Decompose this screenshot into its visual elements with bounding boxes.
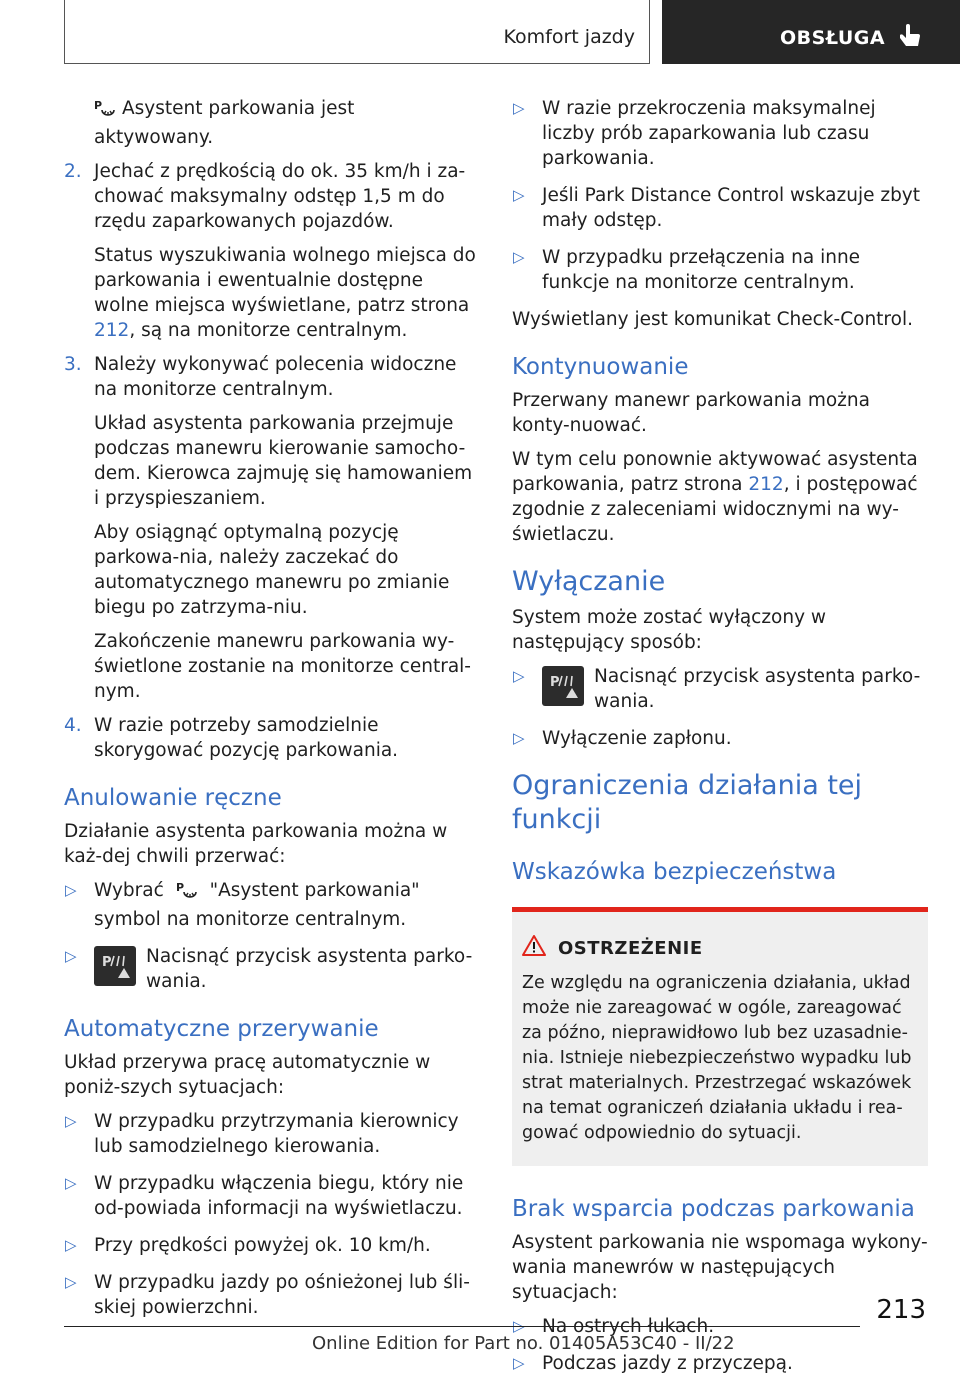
list-item-text: W przypadku jazdy po ośnieżonej lub śli-skiej powierzchni. bbox=[94, 1272, 470, 1318]
heading-continue: Kontynuowanie bbox=[512, 354, 689, 380]
bullet-triangle-icon: ▷ bbox=[513, 248, 525, 266]
list-item bbox=[64, 878, 478, 932]
warning-header bbox=[522, 934, 918, 963]
left-column bbox=[64, 96, 478, 1332]
step-3-detail-2: Aby osiągnąć optymalną pozycję parkowa-nia, należy zaczekać do automatycznego manewru po zmianie biegu po zatrzyma-niu. bbox=[94, 522, 450, 618]
status-text: Asystent parkowania jest aktywowany. bbox=[94, 98, 355, 148]
list-item-text: W przypadku włączenia biegu, który nie od-powiada informacji na wyświetlaczu. bbox=[94, 1173, 464, 1219]
list-item bbox=[512, 664, 928, 714]
continue-paragraph-1: Przerwany manewr parkowania można konty-nuować. bbox=[512, 390, 870, 436]
warning-title: OSTRZEŻENIE bbox=[558, 938, 703, 959]
header-chapter-tab bbox=[662, 0, 960, 64]
svg-text:P: P bbox=[102, 955, 112, 970]
bullet-triangle-icon: ▷ bbox=[513, 99, 525, 117]
auto-paragraph: Układ przerywa pracę automatycznie w poniż-szych sytuacjach: bbox=[64, 1052, 431, 1098]
list-item bbox=[64, 944, 478, 994]
bullet-triangle-icon: ▷ bbox=[513, 729, 525, 747]
button-row bbox=[542, 664, 928, 714]
list-item-text: Na ostrych łukach. bbox=[542, 1316, 715, 1337]
list-item-text: Nacisnąć przycisk asystenta parko-wania. bbox=[146, 946, 473, 992]
bullet-triangle-icon: ▷ bbox=[513, 1317, 525, 1335]
header-chapter-title: OBSŁUGA bbox=[780, 27, 886, 49]
header-section-title: Komfort jazdy bbox=[503, 26, 635, 48]
list-item-text: W przypadku przełączenia na inne funkcje na monitorze centralnym. bbox=[542, 247, 861, 293]
step-3-detail-3: Zakończenie manewru parkowania wy-świetlone zostanie na monitorze central-nym. bbox=[94, 631, 471, 702]
page-link[interactable]: 212 bbox=[94, 320, 130, 341]
step-2 bbox=[64, 159, 478, 234]
continue-text: W tym celu ponownie aktywować asystenta parkowania, patrz strona bbox=[512, 449, 918, 495]
list-item-text: Nacisnąć przycisk asystenta parko-wania. bbox=[594, 666, 921, 712]
list-item bbox=[512, 96, 928, 171]
list-item-text: Podczas jazdy z przyczepą. bbox=[542, 1353, 793, 1374]
list-item bbox=[512, 726, 928, 751]
parking-assistant-button-icon bbox=[94, 946, 136, 986]
heading-no-support: Brak wsparcia podczas parkowania bbox=[512, 1196, 915, 1222]
header-frame bbox=[64, 0, 650, 64]
bullet-triangle-icon: ▷ bbox=[65, 1273, 77, 1291]
step-2-detail-end: , są na monitorze centralnym. bbox=[129, 320, 408, 341]
list-item bbox=[512, 1351, 928, 1376]
heading-auto-interrupt: Automatyczne przerywanie bbox=[64, 1016, 379, 1042]
continue-paragraph-2 bbox=[512, 447, 928, 547]
step-text: Jechać z prędkością do ok. 35 km/h i za-chować maksymalny odstęp 1,5 m do rzędu zaparkowanych pojazdów. bbox=[94, 161, 466, 232]
step-number: 4. bbox=[64, 715, 82, 736]
bullet-triangle-icon: ▷ bbox=[65, 1112, 77, 1130]
step-2-detail-text: Status wyszukiwania wolnego miejsca do parkowania i ewentualnie dostępne wolne miejsca wyświetlane, patrz strona bbox=[94, 245, 476, 316]
cancel-paragraph: Działanie asystenta parkowania można w każ-dej chwili przerwać: bbox=[64, 821, 448, 867]
list-item bbox=[64, 1270, 478, 1320]
checkcontrol-paragraph: Wyświetlany jest komunikat Check-Control. bbox=[512, 309, 913, 330]
step-number: 2. bbox=[64, 161, 82, 182]
parking-assistant-icon bbox=[176, 880, 198, 907]
continue-text-end: , i postępować zgodnie z zaleceniami widocznymi na wy-świetlaczu. bbox=[512, 474, 918, 545]
warning-text: Ze względu na ograniczenia działania, układ może nie zareagować w ogóle, zareagować za późno, nieprawidłowo lub bez uzasadnie-nia. Istnieje niebezpieczeństwo wypadku lub strat materialnych. Przestrzegać wskazówek na temat ograniczeń działania układu i rea-gować odpowiednio do sytuacji. bbox=[522, 973, 912, 1143]
step-text: W razie potrzeby samodzielnie skorygować pozycję parkowania. bbox=[94, 715, 399, 761]
heading-switch-off: Wyłączanie bbox=[512, 566, 666, 597]
right-column bbox=[512, 96, 928, 1388]
list-item bbox=[64, 1171, 478, 1221]
list-item bbox=[64, 1109, 478, 1159]
list-item-text: W przypadku przytrzymania kierownicy lub samodzielnego kierowania. bbox=[94, 1111, 459, 1157]
warning-triangle-icon bbox=[522, 934, 546, 963]
step-4 bbox=[64, 713, 478, 763]
list-item-text: Wyłączenie zapłonu. bbox=[542, 728, 732, 749]
nosupport-paragraph: Asystent parkowania nie wspomaga wykony-wania manewrów w następujących sytuacjach: bbox=[512, 1232, 928, 1303]
warning-box bbox=[512, 907, 928, 1166]
svg-text:P: P bbox=[94, 99, 103, 112]
list-item-text: Jeśli Park Distance Control wskazuje zbyt mały odstęp. bbox=[542, 185, 921, 231]
footer-edition: Online Edition for Part no. 01405A53C40 - II/22 bbox=[312, 1333, 735, 1354]
bullet-triangle-icon: ▷ bbox=[65, 947, 77, 965]
list-item-text: W razie przekroczenia maksymalnej liczby prób zaparkowania lub czasu parkowania. bbox=[542, 98, 876, 169]
bullet-triangle-icon: ▷ bbox=[65, 881, 77, 899]
list-item bbox=[512, 245, 928, 295]
step-3-detail-1: Układ asystenta parkowania przejmuje podczas manewru kierowanie samocho-dem. Kierowca zajmuję się hamowaniem i przyspieszaniem. bbox=[94, 413, 473, 509]
page-number: 213 bbox=[876, 1295, 926, 1325]
page-link[interactable]: 212 bbox=[748, 474, 784, 495]
step-3 bbox=[64, 352, 478, 402]
bullet-triangle-icon: ▷ bbox=[65, 1174, 77, 1192]
status-line bbox=[64, 96, 478, 150]
heading-limitations: Ograniczenia działania tej funkcji bbox=[512, 770, 863, 835]
step-2-detail bbox=[64, 243, 478, 343]
svg-text:P: P bbox=[550, 675, 560, 690]
parking-assistant-button-icon bbox=[542, 666, 584, 706]
list-item bbox=[64, 1233, 478, 1258]
hand-pointer-icon bbox=[900, 24, 922, 54]
bullet-triangle-icon: ▷ bbox=[513, 667, 525, 685]
off-paragraph: System może zostać wyłączony w następujący sposób: bbox=[512, 607, 827, 653]
step-text: Należy wykonywać polecenia widoczne na monitorze centralnym. bbox=[94, 354, 457, 400]
bullet-triangle-icon: ▷ bbox=[513, 186, 525, 204]
heading-manual-cancel: Anulowanie ręczne bbox=[64, 785, 282, 811]
parking-assistant-icon bbox=[94, 98, 116, 125]
footer-divider bbox=[64, 1326, 860, 1327]
list-item-text: "Asystent parkowania" symbol na monitorze centralnym. bbox=[94, 880, 420, 930]
heading-safety-note: Wskazówka bezpieczeństwa bbox=[512, 859, 837, 885]
bullet-triangle-icon: ▷ bbox=[513, 1354, 525, 1372]
list-item-text: Przy prędkości powyżej ok. 10 km/h. bbox=[94, 1235, 431, 1256]
button-row bbox=[94, 944, 478, 994]
bullet-triangle-icon: ▷ bbox=[65, 1236, 77, 1254]
svg-text:P: P bbox=[175, 881, 184, 894]
list-item bbox=[512, 183, 928, 233]
list-item-text: Wybrać bbox=[94, 880, 164, 901]
step-number: 3. bbox=[64, 354, 82, 375]
